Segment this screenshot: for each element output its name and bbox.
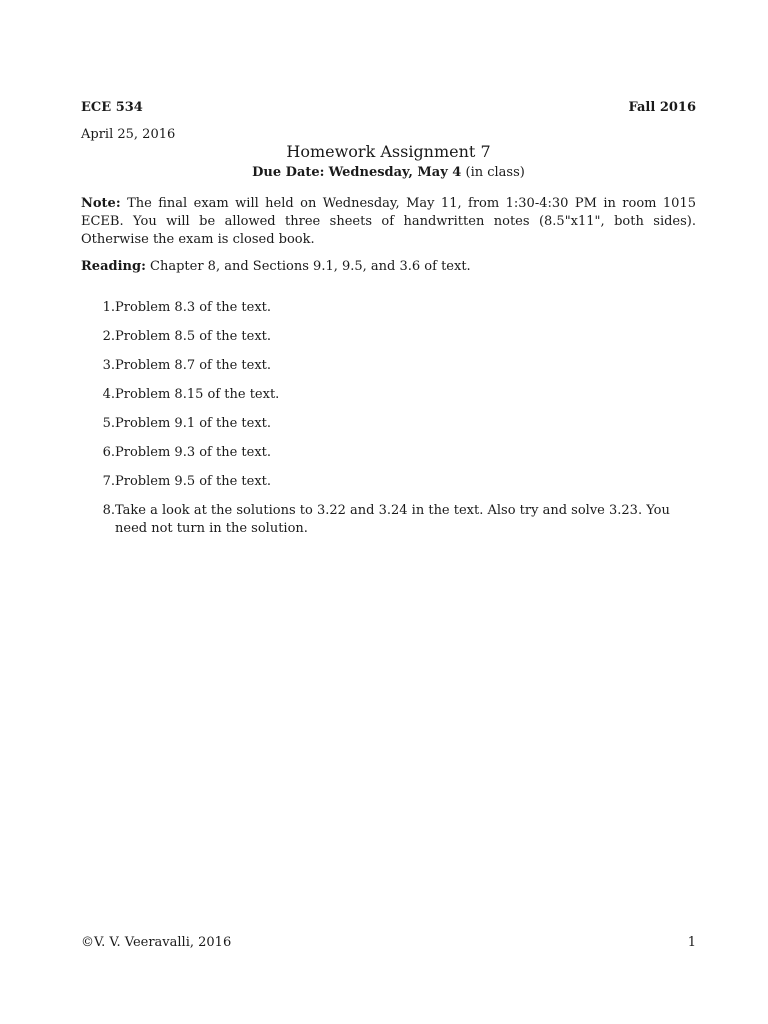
due-label: Due Date: xyxy=(252,165,325,180)
problem-list xyxy=(81,299,696,549)
issue-date: April 25, 2016 xyxy=(81,127,176,142)
due-date-line xyxy=(81,164,696,182)
page-number: 1 xyxy=(687,935,696,950)
list-item xyxy=(81,357,696,375)
list-item xyxy=(81,386,696,404)
list-item xyxy=(81,502,696,538)
problem-text: Problem 8.3 of the text. xyxy=(115,300,272,315)
problem-number: 6. xyxy=(102,445,115,460)
problem-number: 7. xyxy=(102,474,115,489)
problem-number: 2. xyxy=(102,329,115,344)
problem-text: Problem 8.15 of the text. xyxy=(115,387,280,402)
due-date: Wednesday, May 4 xyxy=(328,165,462,180)
problem-number: 8. xyxy=(102,503,115,518)
term: Fall 2016 xyxy=(628,100,696,115)
copyright-text: ©V. V. Veeravalli, 2016 xyxy=(81,935,232,950)
note-paragraph xyxy=(81,195,696,249)
note-label: Note: xyxy=(81,196,121,211)
course-code: ECE 534 xyxy=(81,100,143,115)
problem-number: 1. xyxy=(102,300,115,315)
problem-number: 4. xyxy=(102,387,115,402)
page-footer xyxy=(81,934,696,952)
list-item xyxy=(81,299,696,317)
reading-paragraph xyxy=(81,258,696,276)
problem-text: Problem 8.5 of the text. xyxy=(115,329,272,344)
list-item xyxy=(81,415,696,433)
problem-number: 3. xyxy=(102,358,115,373)
reading-text: Chapter 8, and Sections 9.1, 9.5, and 3.6 of text. xyxy=(150,259,471,274)
page-title: Homework Assignment 7 xyxy=(286,142,491,161)
problem-number: 5. xyxy=(102,416,115,431)
problem-text: Problem 9.3 of the text. xyxy=(115,445,272,460)
header-row xyxy=(81,99,696,117)
problem-text: Take a look at the solutions to 3.22 and 3.24 in the text. Also try and solve 3.23. You need not turn in the solution. xyxy=(115,503,670,536)
note-text: The final exam will held on Wednesday, May 11, from 1:30-4:30 PM in room 1015 ECEB. You will be allowed three sheets of handwritten notes (8.5"x11", both sides). Otherwise the exam is closed book. xyxy=(81,196,696,247)
document-page xyxy=(81,0,696,1024)
reading-label: Reading: xyxy=(81,259,146,274)
problem-text: Problem 9.1 of the text. xyxy=(115,416,272,431)
problem-text: Problem 8.7 of the text. xyxy=(115,358,272,373)
problem-text: Problem 9.5 of the text. xyxy=(115,474,272,489)
list-item xyxy=(81,473,696,491)
list-item xyxy=(81,328,696,346)
due-note: (in class) xyxy=(465,165,525,180)
list-item xyxy=(81,444,696,462)
